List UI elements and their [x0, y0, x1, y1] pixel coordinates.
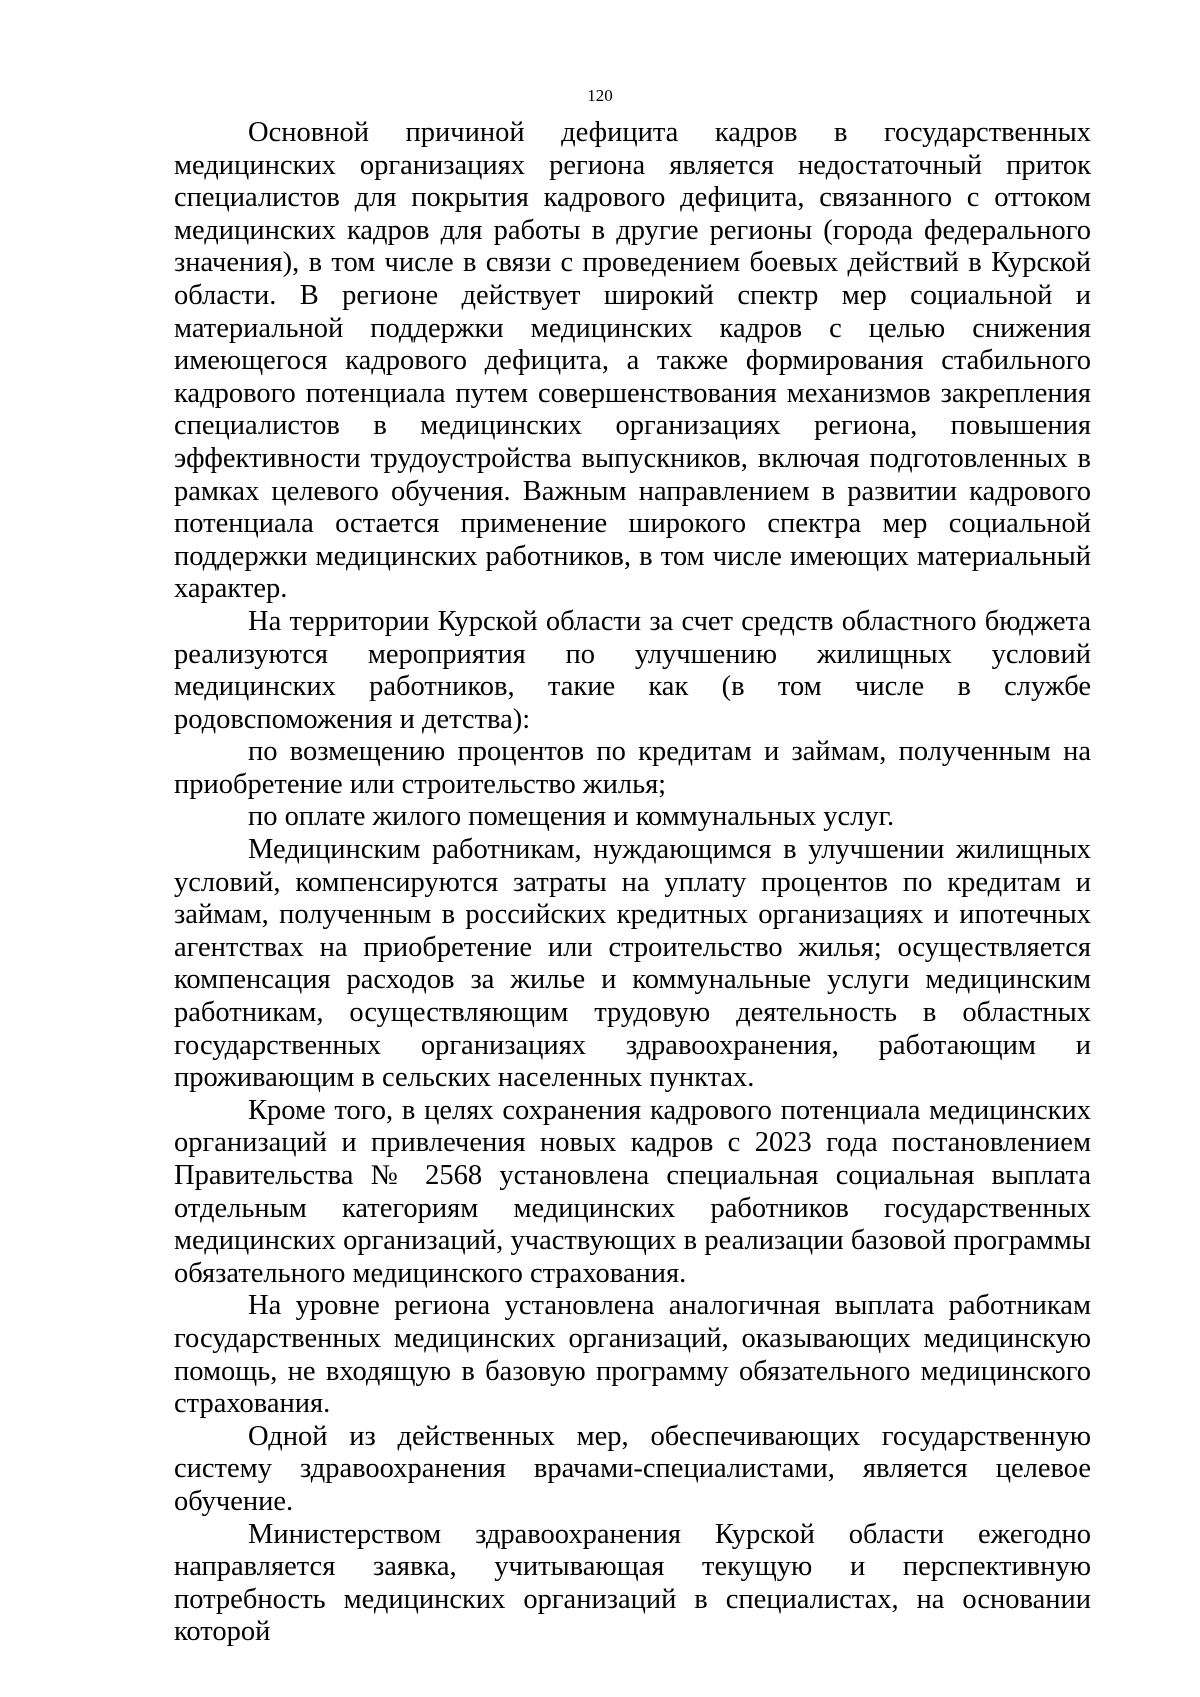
- paragraph-loan-interest-reimbursement: по возмещению процентов по кредитам и займам, полученным на приобретение или строительство жилья;: [174, 736, 1091, 800]
- page-number: 120: [587, 86, 613, 105]
- paragraph-housing-measures: На территории Курской области за счет средств областного бюджета реализуются мероприятия по улучшению жилищных условий медицинских работников, такие как (в том числе в службе родовспоможения и детства):: [174, 605, 1091, 735]
- document-body: [174, 117, 1091, 1649]
- paragraph-ministry-request: Министерством здравоохранения Курской области ежегодно направляется заявка, учитывающая текущую и перспективную потребность медицинских организаций в специалистах, на основании которой: [174, 1518, 1091, 1648]
- paragraph-regional-payment: На уровне региона установлена аналогичная выплата работникам государственных медицинских организаций, оказывающих медицинскую помощь, не входящую в базовую программу обязательного медицинского страхования.: [174, 1290, 1091, 1420]
- paragraph-targeted-training: Одной из действенных мер, обеспечивающих государственную систему здравоохранения врачами-специалистами, является целевое обучение.: [174, 1420, 1091, 1517]
- paragraph-housing-utilities-payment: по оплате жилого помещения и коммунальных услуг.: [248, 801, 895, 833]
- paragraph-compensation-details: Медицинским работникам, нуждающимся в улучшении жилищных условий, компенсируются затраты на уплату процентов по кредитам и займам, полученным в российских кредитных организациях и ипотечных агентствах на приобретение или строительство жилья; осуществляется компенсация расходов за жилье и коммунальные услуги медицинским работникам, осуществляющим трудовую деятельность в областных государственных организациях здравоохранения, работающим и проживающим в сельских населенных пунктах.: [174, 834, 1091, 1094]
- paragraph-staff-shortage-causes: Основной причиной дефицита кадров в государственных медицинских организациях региона является недостаточный приток специалистов для покрытия кадрового дефицита, связанного с оттоком медицинских кадров для работы в другие регионы (города федерального значения), в том числе в связи с проведением боевых действий в Курской области. В регионе действует широкий спектр мер социальной и материальной поддержки медицинских кадров с целью снижения имеющегося кадрового дефицита, а также формирования стабильного кадрового потенциала путем совершенствования механизмов закрепления специалистов в медицинских организациях региона, повышения эффективности трудоустройства выпускников, включая подготовленных в рамках целевого обучения. Важным направлением в развитии кадрового потенциала остается применение широкого спектра мер социальной поддержки медицинских работников, в том числе имеющих материальный характер.: [174, 117, 1091, 605]
- paragraph-special-social-payment: Кроме того, в целях сохранения кадрового потенциала медицинских организаций и привлечения новых кадров с 2023 года постановлением Правительства № 2568 установлена специальная социальная выплата отдельным категориям медицинских работников государственных медицинских организаций, участвующих в реализации базовой программы обязательного медицинского страхования.: [174, 1094, 1091, 1289]
